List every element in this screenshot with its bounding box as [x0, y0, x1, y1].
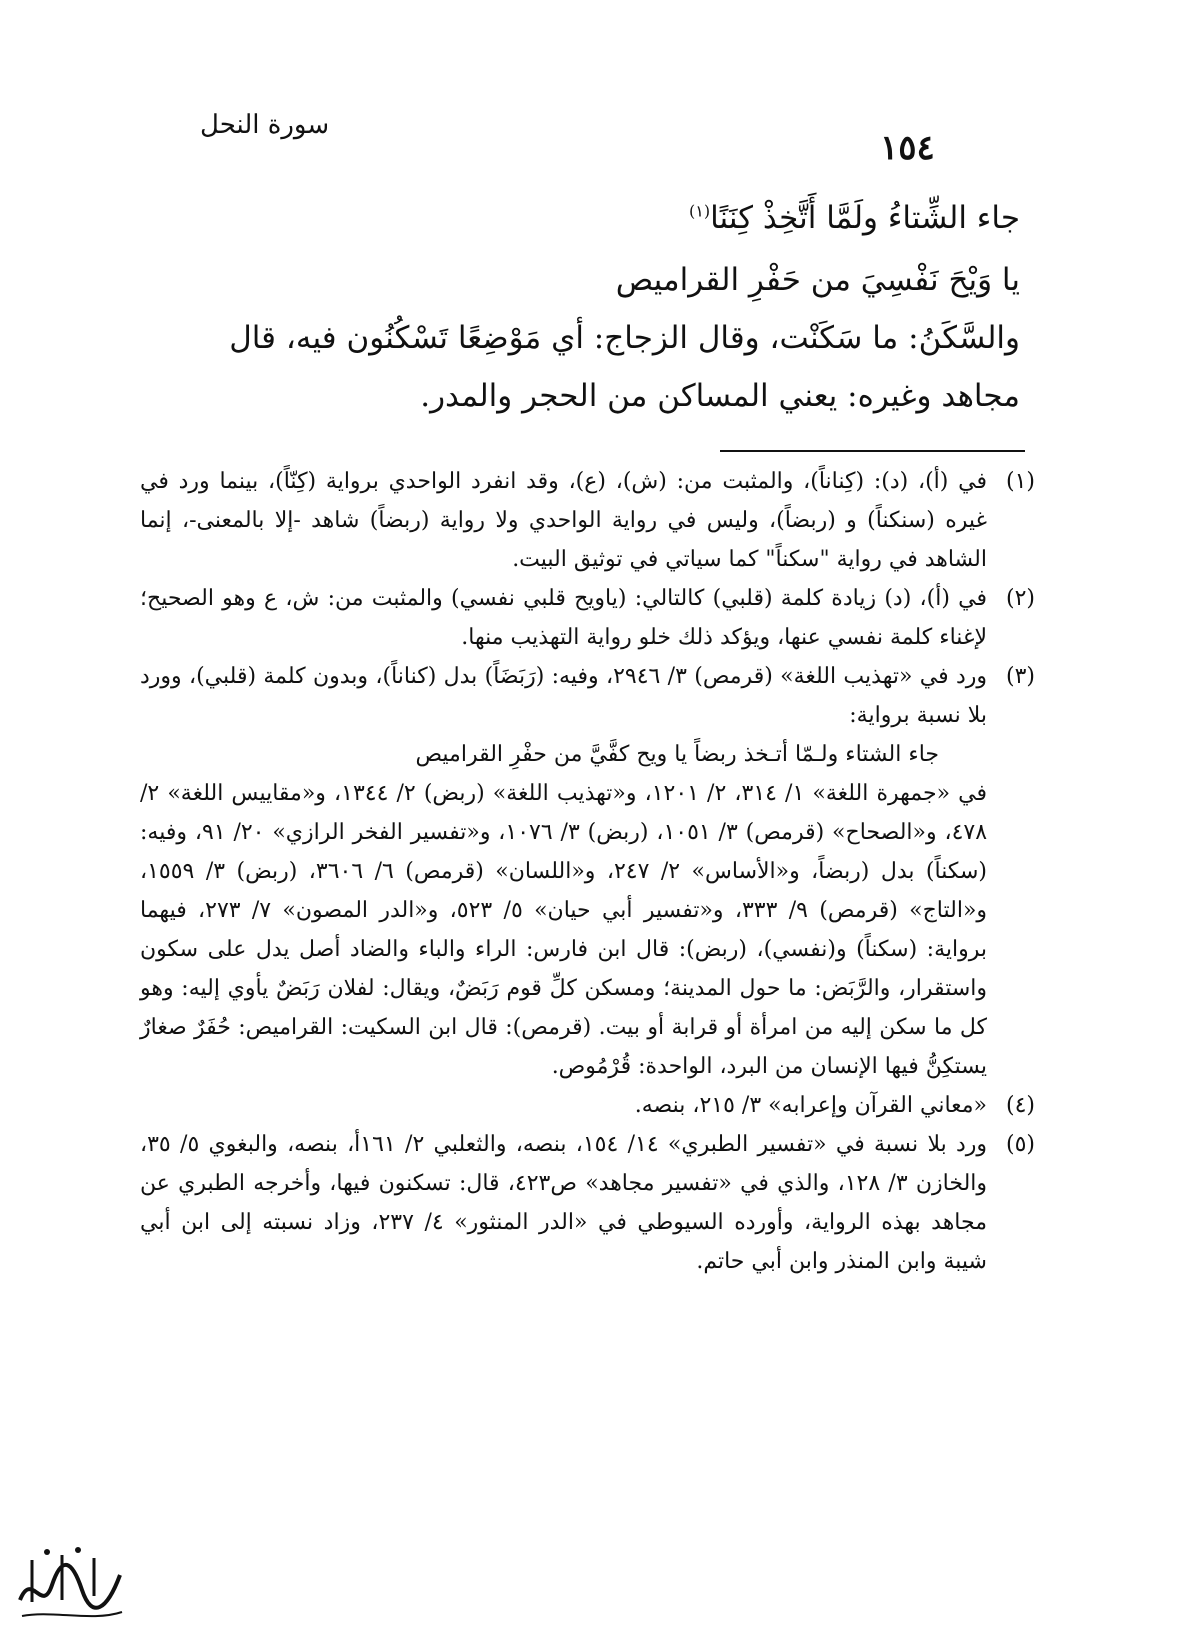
- footnote-divider: [720, 450, 1025, 452]
- footnote-3: [140, 657, 1035, 1086]
- calligraphy-logo-icon: [12, 1530, 130, 1630]
- page-number: ١٥٤: [880, 128, 935, 168]
- verse-line-2-text: يا وَيْحَ نَفْسِيَ من حَفْرِ القراميص: [615, 262, 1020, 298]
- prose-line-1-text: والسَّكَنُ: ما سَكَنْت، وقال الزجاج: أي مَوْضِعًا تَسْكُنُون فيه، قال: [229, 320, 1020, 356]
- footnote-number: (٣): [1005, 664, 1035, 689]
- footnote-number: (٢): [1005, 586, 1035, 611]
- footnotes-block: [140, 462, 1035, 1281]
- footnote-text: في (أ)، (د): (كِناناً)، والمثبت من: (ش)، (ع)، وقد انفرد الواحدي برواية (كِنّاً)، بينما ورد في غيره (سنكناً) و (ربضاً)، وليس في رواية الواحدي ولا رواية (ربضاً) شاهد -إلا بالمعنى-، إنما الشاهد في رواية "سكناً" كما سياتي في توثيق البيت.: [140, 469, 987, 572]
- footnote-2: [140, 579, 1035, 657]
- prose-line-2: [420, 378, 1020, 414]
- footnote-4: [140, 1086, 1035, 1125]
- footnote-5: [140, 1125, 1035, 1281]
- footnote-verse: جاء الشتاء ولـمّا أتـخذ ربضاً يا ويح كفَّيَّ من حفْرِ القراميص: [415, 742, 939, 767]
- verse-line-1: [689, 200, 1020, 236]
- surah-title: سورة النحل: [200, 110, 330, 140]
- prose-line-2-text: مجاهد وغيره: يعني المساكن من الحجر والمدر.: [420, 378, 1020, 414]
- footnote-1: [140, 462, 1035, 579]
- main-text-block: [140, 200, 1020, 430]
- footnote-text-continued: في «جمهرة اللغة» ١/ ٣١٤، ٢/ ١٢٠١، و«تهذيب اللغة» (ربض) ٢/ ١٣٤٤، و«مقاييس اللغة» ٢/ ٤٧٨، و«الصحاح» (قرمص) ٣/ ١٠٥١، (ربض) ٣/ ١٠٧٦، و«تفسير الفخر الرازي» ٢٠/ ٩١، وفيه: (سكناً) بدل (ربضاً، و«الأساس» ٢/ ٢٤٧، و«اللسان» (قرمص) ٦/ ٣٦٠٦، (ربض) ٣/ ١٥٥٩، و«التاج» (قرمص) ٩/ ٣٣٣، و«تفسير أبي حيان» ٥/ ٥٢٣، و«الدر المصون» ٧/ ٢٧٣، فيهما برواية: (سكناً) و(نفسي)، (ربض): قال ابن فارس: الراء والباء والضاد أصل يدل على سكون واستقرار، والرَّبَض: ما حول المدينة؛ ومسكن كلِّ قوم رَبَضٌ، ويقال: لفلان رَبَضٌ يأوي إليه: وهو كل ما سكن إليه من امرأة أو قرابة أو بيت. (قرمص): قال ابن السكيت: القراميص: حُفَرٌ صغارٌ يستكِنُّ فيها الإنسان من البرد، الواحدة: قُرْمُوص.: [140, 781, 988, 1079]
- footnote-number: (٥): [1005, 1132, 1035, 1157]
- prose-line-1: [229, 320, 1020, 356]
- footnote-number: (٤): [1005, 1093, 1035, 1118]
- footnote-text: في (أ)، (د) زيادة كلمة (قلبي) كالتالي: (ياويح قلبي نفسي) والمثبت من: ش، ع وهو الصحيح؛ لإغناء كلمة نفسي عنها، ويؤكد ذلك خلو رواية التهذيب منها.: [140, 586, 988, 650]
- footnote-ref-1[interactable]: (١): [688, 201, 711, 221]
- verse-line-1-text: جاء الشِّتاءُ ولَمَّا أَتَّخِذْ كِنَنًا: [710, 200, 1020, 236]
- verse-line-2: [616, 262, 1020, 298]
- footnote-text: ورد بلا نسبة في «تفسير الطبري» ١٤/ ١٥٤، بنصه، والثعلبي ٢/ ١٦١أ، بنصه، والبغوي ٥/ ٣٥، والخازن ٣/ ١٢٨، والذي في «تفسير مجاهد» ص٤٢٣، قال: تسكنون فيها، وأخرجه الطبري عن مجاهد بهذه الرواية، وأورده السيوطي في «الدر المنثور» ٤/ ٢٣٧، وزاد نسبته إلى ابن أبي شيبة وابن المنذر وابن أبي حاتم.: [140, 1132, 988, 1274]
- footnote-number: (١): [1005, 469, 1035, 494]
- footnote-text: ورد في «تهذيب اللغة» (قرمص) ٣/ ٢٩٤٦، وفيه: (رَبَضَاً) بدل (كناناً)، وبدون كلمة (قلبي)، وورد بلا نسبة برواية:: [140, 664, 987, 728]
- footnote-text: «معاني القرآن وإعرابه» ٣/ ٢١٥، بنصه.: [634, 1093, 987, 1118]
